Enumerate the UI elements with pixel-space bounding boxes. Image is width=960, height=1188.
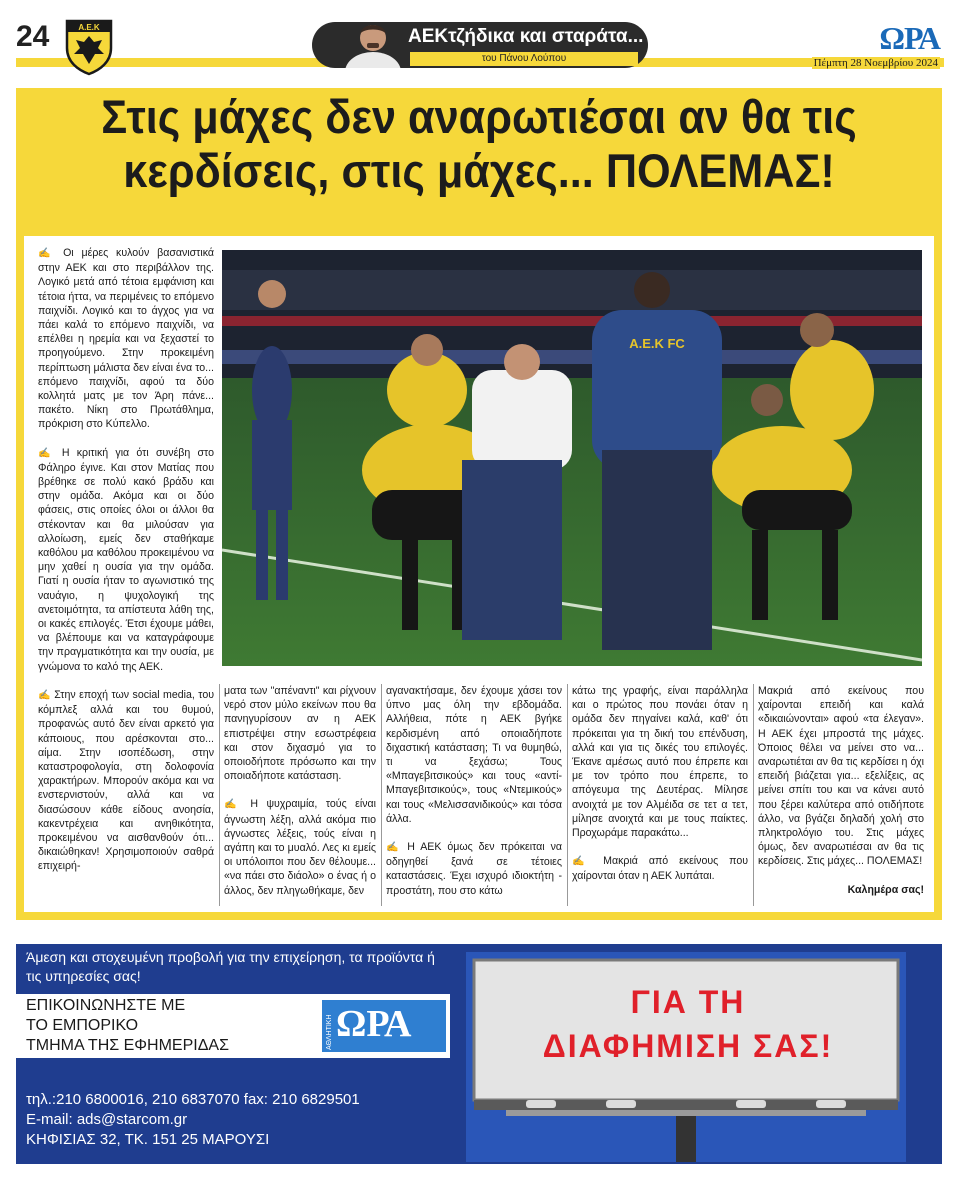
pen-icon: ✍ bbox=[386, 842, 408, 854]
col5-paragraph-1: Μακριά από εκείνους που χαίρονται επειδή και καλά «δικαιώνονται» αφού «τα έλεγαν». Η ΑΕΚ έχει μπροστά της μάχες. Όποιος θέλει να μείνει στο να... αναρωτιέται αν θα τις κερδίσει η όχι επειδή βιάζεται για... εξελίξεις, ας μείνει σπίτι του και να κάνει αυτό που ξέρει καλύτερα από οτιδήποτε άλλο, να βγάζει δηλαδή χολή στο πληκτρολόγιο του. Στις μάχες όμως, δεν αναρωτιέσαι αν θα τις κερδίσεις. Στις μάχες... ΠΟΛΕΜΑΣ! bbox=[758, 685, 924, 868]
page-number: 24 bbox=[16, 20, 50, 53]
article-column-4 bbox=[572, 684, 748, 906]
column-divider bbox=[219, 684, 220, 906]
pen-icon: ✍ bbox=[224, 799, 251, 811]
column-divider bbox=[567, 684, 568, 906]
issue-date: Πέμπτη 28 Νοεμβρίου 2024 bbox=[813, 57, 938, 69]
ad-contact-line-2: ΤΟ ΕΜΠΟΡΙΚΟ bbox=[26, 1017, 139, 1034]
ad-contact-line-1: ΕΠΙΚΟΙΝΩΝΗΣΤΕ ΜΕ bbox=[26, 997, 186, 1014]
ad-email: E-mail: ads@starcom.gr bbox=[26, 1111, 188, 1128]
headline bbox=[53, 90, 905, 198]
article-column-3 bbox=[386, 684, 562, 906]
col2-paragraph-1: ματα των "απέναντι" και ρίχνουν νερό στον μύλο εκείνων που θα πανηγυρίσουν αν η ΑΕΚ επιστρέψει στην εσωστρέφεια και στον διχασμό για το οποιοδήποτε πρόσωπο και την οποιαδήποτε κατάσταση. bbox=[224, 685, 376, 783]
pen-icon: ✍ bbox=[38, 447, 62, 459]
aek-crest-logo bbox=[64, 18, 114, 76]
headline-line-1: Στις μάχες δεν αναρωτιέσαι αν θα τις bbox=[101, 90, 857, 143]
billboard-line-2: ΔΙΑΦΗΜΙΣΗ ΣΑΣ! bbox=[542, 1028, 834, 1064]
column-title: ΑΕΚτζήδικα και σταράτα... bbox=[408, 26, 644, 47]
ad-phones: τηλ.:210 6800016, 210 6837070 fax: 210 6829501 bbox=[26, 1091, 360, 1108]
ad-contact-line-3: ΤΜΗΜΑ ΤΗΣ ΕΦΗΜΕΡΙΔΑΣ bbox=[26, 1037, 229, 1054]
crest-text: Α.Ε.Κ bbox=[78, 23, 100, 32]
columnist-photo bbox=[342, 16, 404, 68]
article-column-1 bbox=[38, 246, 214, 906]
team-huddle-photo bbox=[222, 250, 922, 666]
col2-paragraph-2: Η ψυχραιμία, τούς είναι άγνωστη λέξη, αλλά ακόμα πιο άγνωστες λέξεις, τούς είναι η αγάπη και το μυαλό. Λες κι εμείς οι υπόλοιποι που δεν θέλουμε... «να πάει στο διάολο» ο ένας ή ο άλλος, δεν πληγωθήκαμε, δεν bbox=[224, 798, 376, 897]
pen-icon: ✍ bbox=[572, 856, 604, 868]
col4-paragraph-2: Μακριά από εκείνους που χαίρονται όταν η ΑΕΚ λυπάται. bbox=[572, 855, 748, 883]
ad-contact bbox=[26, 996, 326, 1056]
col1-paragraph-1: Οι μέρες κυλούν βασανιστικά στην ΑΕΚ και στο περιβάλλον της. Λογικό μετά από τέτοια εμφάνιση και τέτοια ήττα, να περιμένεις το επόμενο παιχνίδι. Λογικό και το άγχος για να πάει καλά το επόμενο παιχνίδι, να επέλθει η ηρεμία και να ξεχαστεί το προηγούμενο. Στην προκειμένη περίπτωση μάλιστα δεν είναι ένα το... επόμενο παιχνίδι, αφού τα δύο κολλητά ματς με τον Άρη πάνε... πακέτο. Νίκη στο Πρωτάθλημα, πρόκριση στο Κύπελλο. bbox=[38, 247, 214, 431]
headline-line-2: κερδίσεις, στις μάχες... ΠΟΛΕΜΑΣ! bbox=[123, 144, 835, 197]
ad-details bbox=[26, 1090, 466, 1150]
pen-icon: ✍ bbox=[38, 248, 64, 259]
signoff: Καλημέρα σας! bbox=[847, 883, 924, 896]
ad-brand-logo-sub: ΑΘΛΗΤΙΚΗ bbox=[326, 1014, 333, 1050]
ad-brand-logo: ΩΡΑ bbox=[336, 1003, 412, 1045]
ad-address: ΚΗΦΙΣΙΑΣ 32, ΤΚ. 151 25 ΜΑΡΟΥΣΙ bbox=[26, 1131, 270, 1148]
billboard-line-1: ΓΙΑ ΤΗ bbox=[630, 984, 746, 1020]
column-divider bbox=[381, 684, 382, 906]
col1-paragraph-3: Στην εποχή των social media, του κόμπλεξ αλλά και του θυμού, προφανώς αυτό δεν είναι αρκετό για κάποιους, που αρέσκονται στο... αίμα. Στην ισοπέδωση, στην καταστροφολογία, στη δολοφονία χαρακτήρων. Μπορούν ακόμα και να ενστερνιστούν, αλλά και να διασώσουν κάθε είδους ανοησία, κακεντρέχεια και ανηθικότητα, προκειμένου να αισθανθούν ότι... δικαιώθηκαν! Χρησιμοποιούν σαθρά επιχειρή- bbox=[38, 688, 214, 873]
col1-paragraph-2: Η κριτική για ότι συνέβη στο Φάληρο έγινε. Και στον Ματίας που βρέθηκε σε πολύ κακό βράδυ και στην ομάδα. Ακόμα και οι δύο φάσεις, στις οποίες όλοι οι άλλοι θα στέκονταν και θα μιλούσαν για αλλοίωση, εμείς δεν σταθήκαμε καθόλου μα καθόλου προκειμένου να μην χαθεί η ουσία για την ομάδα. Γιατί η ουσία ήταν το αγωνιστικό της ναυάγιο, η ψυχολογική της ανετοιμότητα, τα απίστευτα λάθη της, οι κακές επιλογές. Έτσι έχουμε μάθει, να βλέπουμε και να καταγράφουμε την πραγματικότητα και την ουσία, με γνώμονα το καλό της ΑΕΚ. bbox=[38, 446, 214, 673]
col4-paragraph-1: κάτω της γραφής, είναι παράλληλα και ο πρώτος που πονάει όταν η ομάδα δεν πηγαίνει καλά, καθ' ότι πρόκειται για τη δική του επένδυση, αλλά και για τις δικές του επιλογές. Έκανε αμέσως αυτό που έπρεπε και με τον τρόπο που έπρεπε, το απόγευμα της Δευτέρας. Μίλησε ανοιχτά με τον Αλμέιδα σε τετ α τετ, μίλησε ανοιχτά και με τους παίκτες. Προχωράμε παρακάτω... bbox=[572, 685, 748, 840]
column-divider bbox=[753, 684, 754, 906]
article-column-2 bbox=[224, 684, 376, 906]
ad-intro: Άμεση και στοχευμένη προβολή για την επιχείρηση, τα προϊόντα ή τις υπηρεσίες σας! bbox=[26, 949, 435, 984]
billboard-text bbox=[492, 980, 884, 1068]
brand-logo: ΩΡΑ bbox=[879, 20, 940, 56]
col3-paragraph-1: αγανακτήσαμε, δεν έχουμε χάσει τον ύπνο μας όλη την εβδομάδα. Αλλήθεια, πότε η ΑΕΚ βγήκε κερδισμένη από οποιαδήποτε διχαστική κατάσταση; Τι να θυμηθώ, τι να ξεχάσω; Τους «Μπαγεβιτσικούς» και τους «αντί-Μπαγεβιτσικούς», τους «Ντεμικούς» και τους «Μελισσανιδικούς» και τόσα άλλα. bbox=[386, 685, 562, 825]
jersey-text: Α.Ε.Κ FC bbox=[629, 336, 685, 351]
column-author: του Πάνου Λούπου bbox=[410, 52, 638, 66]
article-column-5 bbox=[758, 684, 924, 906]
col3-paragraph-2: Η ΑΕΚ όμως δεν πρόκειται να οδηγηθεί ξανά σε τέτοιες καταστάσεις. Έχει ισχυρό ιδιοκτήτη - προστάτη, που στο κάτω bbox=[386, 841, 562, 897]
pen-icon: ✍ bbox=[38, 689, 55, 701]
